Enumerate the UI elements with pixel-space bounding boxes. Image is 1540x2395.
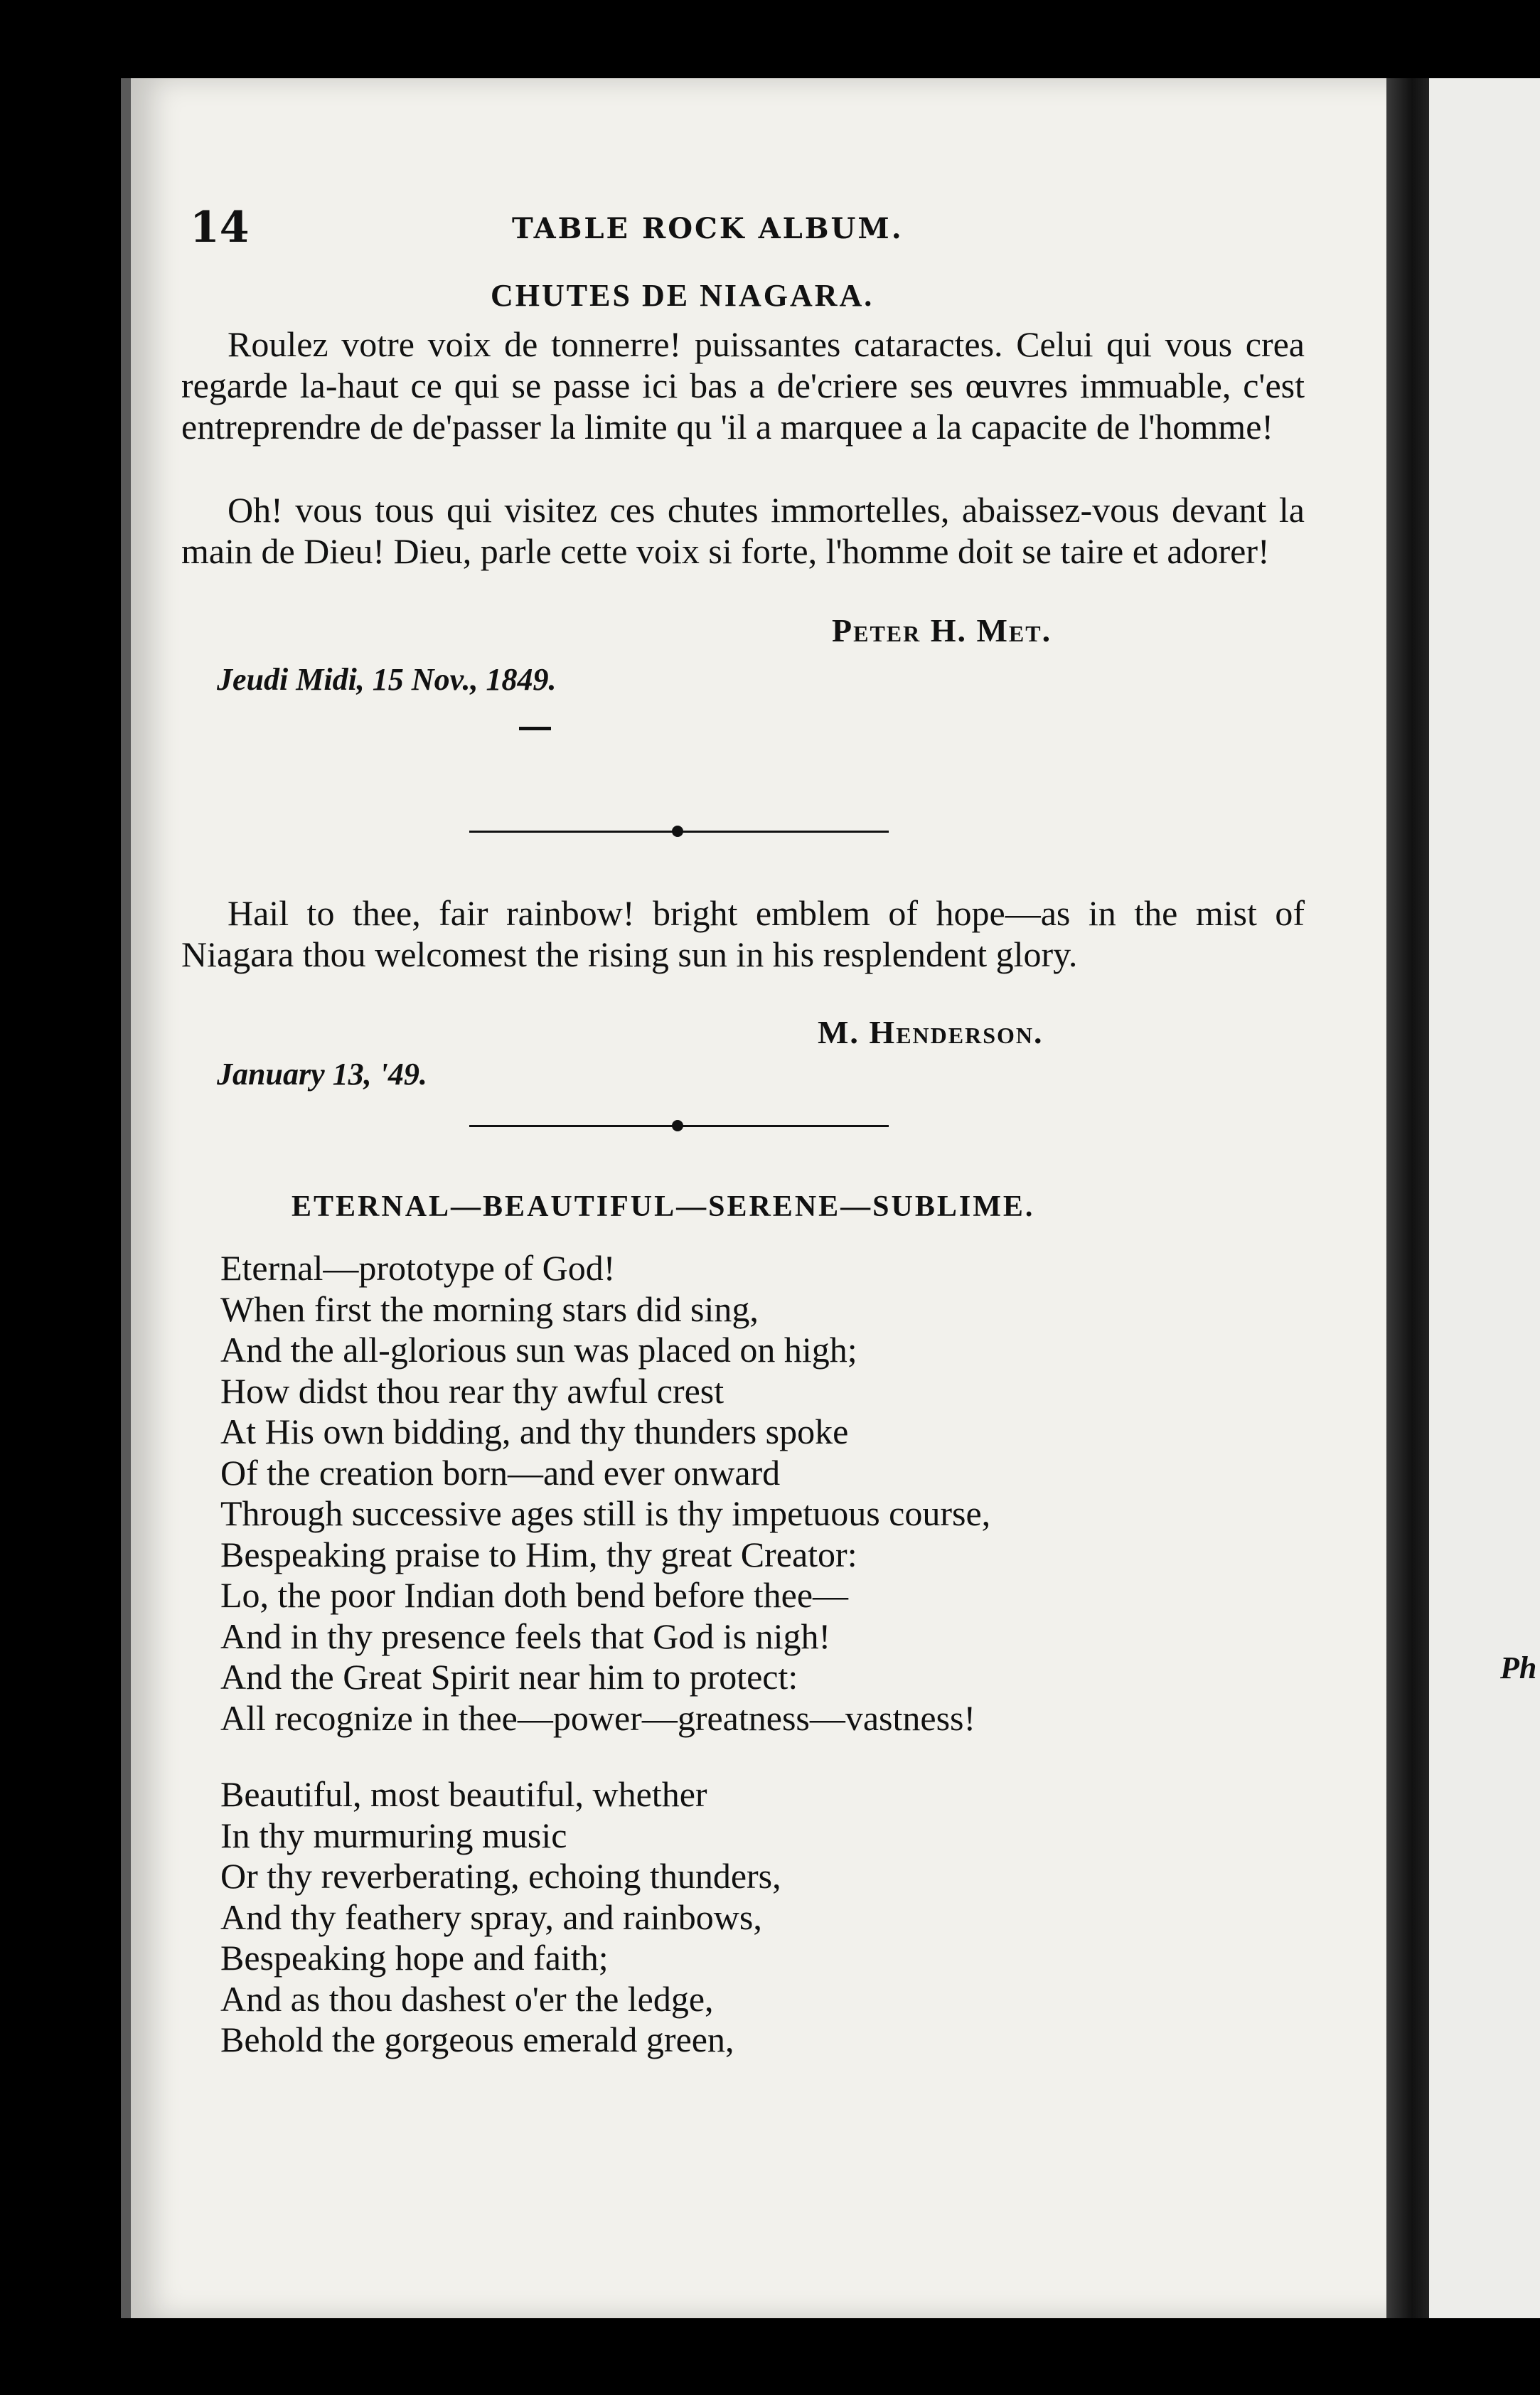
adjacent-page	[1429, 78, 1540, 2318]
section-divider	[469, 831, 889, 833]
poem-line: At His own bidding, and thy thunders spoke	[220, 1412, 849, 1451]
poem-line: How didst thou rear thy awful crest	[220, 1370, 724, 1411]
short-rule	[519, 727, 551, 730]
section-divider	[469, 1125, 889, 1127]
poem-line: Eternal—prototype of God!	[220, 1248, 616, 1288]
divider-dot	[672, 826, 683, 837]
poem-line: Or thy reverberating, echoing thunders,	[220, 1856, 781, 1896]
poem-line: When first the morning stars did sing,	[220, 1289, 759, 1329]
running-head: TABLE ROCK ALBUM.	[512, 212, 904, 245]
entry2-paragraph: Hail to thee, fair rainbow! bright emblem of hope—as in the mist of Niagara thou welcomest the rising sun in his resplendent glory.	[181, 893, 1305, 974]
entry1-signature: Peter H. Met.	[832, 612, 1052, 649]
poem-line: And thy feathery spray, and rainbows,	[220, 1897, 762, 1937]
poem-line: Of the creation born—and ever onward	[220, 1452, 781, 1493]
entry1-paragraph-1: Roulez votre voix de tonnerre! puissantes cataractes. Celui qui vous crea regarde la-haut ce qui se passe ici bas a de'criere ses œuvres immuable, c'est entreprendre de de'passer la limite qu 'il a marquee a la capacite de l'homme!	[181, 324, 1305, 447]
poem-line: Through successive ages still is thy impetuous course,	[220, 1493, 991, 1533]
entry1-date: Jeudi Midi, 15 Nov., 1849.	[217, 662, 557, 697]
poem-line: Bespeaking hope and faith;	[220, 1938, 609, 1978]
poem-line: Lo, the poor Indian doth bend before thee—	[220, 1575, 849, 1615]
entry3-title: ETERNAL—BEAUTIFUL—SERENE—SUBLIME.	[292, 1190, 1035, 1223]
poem-line: Behold the gorgeous emerald green,	[220, 2020, 734, 2059]
poem-line: Beautiful, most beautiful, whether	[220, 1774, 707, 1814]
entry2-date: January 13, '49.	[217, 1057, 427, 1092]
entry1-title: CHUTES DE NIAGARA.	[491, 278, 875, 313]
page-number: 14	[190, 203, 250, 252]
poem-line: Bespeaking praise to Him, thy great Creator:	[220, 1534, 857, 1574]
poem-line: And the all-glorious sun was placed on high;	[220, 1330, 857, 1370]
entry2-signature: M. Henderson.	[818, 1014, 1044, 1050]
poem-line: And the Great Spirit near him to protect:	[220, 1657, 798, 1697]
poem-line: All recognize in thee—power—greatness—vastness!	[220, 1697, 976, 1738]
adjacent-page-edge-text: Ph	[1500, 1650, 1537, 1685]
poem-line: And as thou dashest o'er the ledge,	[220, 1978, 714, 2019]
poem-line: In thy murmuring music	[220, 1815, 567, 1855]
poem-stanza-1	[220, 1248, 990, 1739]
poem-stanza-2	[220, 1774, 781, 2061]
book-gutter	[1386, 78, 1429, 2318]
poem-line: And in thy presence feels that God is nigh!	[220, 1616, 831, 1656]
divider-dot	[672, 1120, 683, 1131]
entry1-paragraph-2: Oh! vous tous qui visitez ces chutes immortelles, abaissez-vous devant la main de Dieu! Dieu, parle cette voix si forte, l'homme doit se taire et adorer!	[181, 490, 1305, 571]
